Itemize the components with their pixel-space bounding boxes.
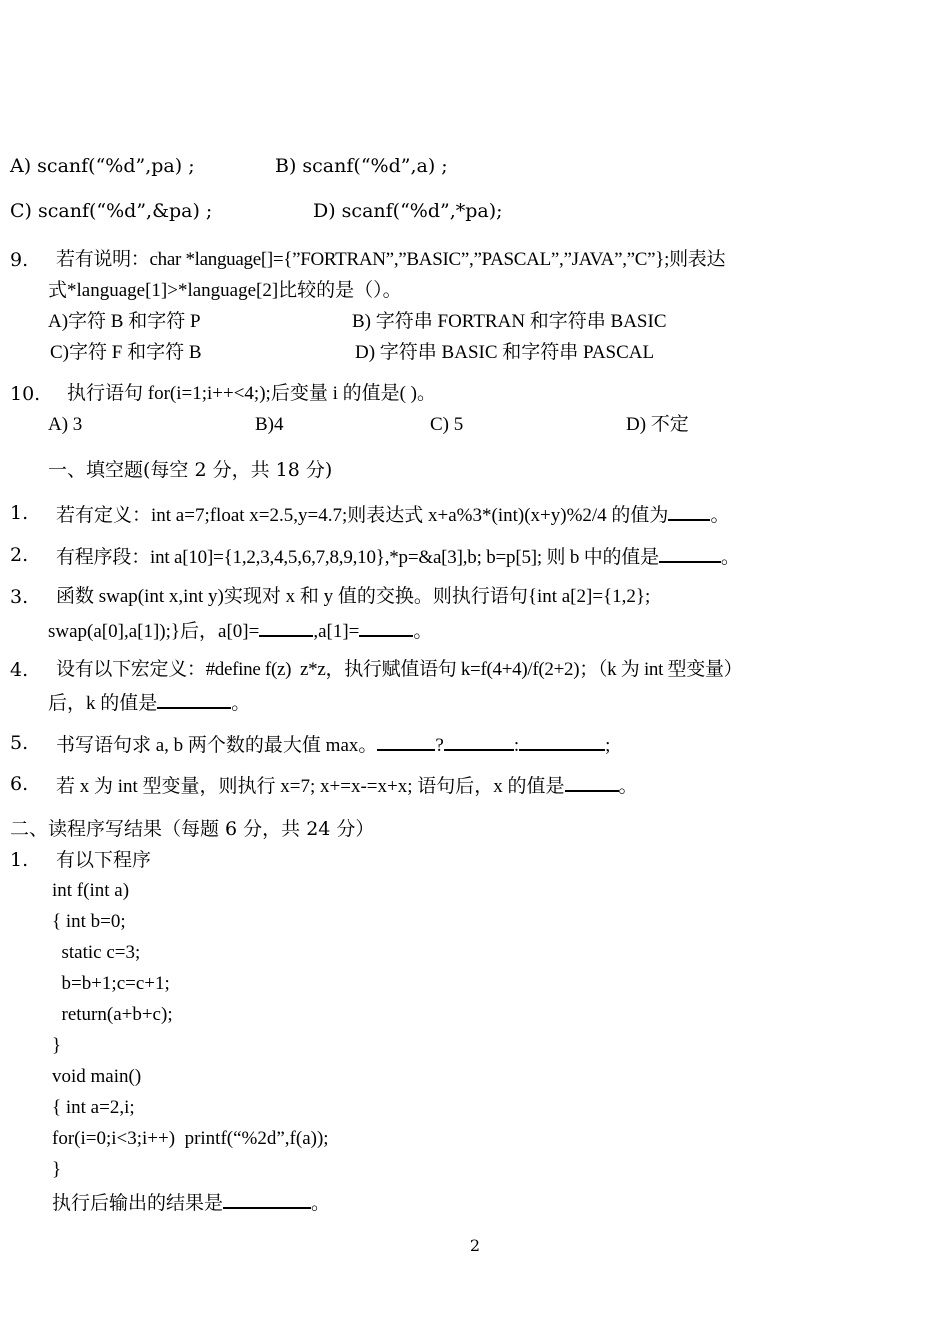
answer-blank [668, 501, 710, 521]
section2-title: 二、读程序写结果（每题 6 分，共 24 分） [10, 818, 375, 840]
answer-blank [157, 689, 231, 709]
code-line: b=b+1;c=c+1; [52, 973, 170, 994]
answer-blank [519, 731, 605, 751]
code-line: void main() [52, 1066, 142, 1087]
q9-option-d: D) 字符串 BASIC 和字符串 PASCAL [355, 342, 655, 363]
q8-option-d: D) scanf(“%d”,*pa); [313, 200, 503, 222]
q9-text-line2: 式*language[1]>*language[2]比较的是（）。 [48, 280, 402, 301]
s1-q4-text-line2: 后，k 的值是 。 [48, 689, 250, 716]
code-line: return(a+b+c); [52, 1004, 173, 1025]
q10-option-c: C) 5 [430, 414, 464, 435]
code-line: int f(int a) [52, 880, 130, 901]
code-line: } [52, 1035, 62, 1056]
answer-blank [444, 731, 514, 751]
code-line: static c=3; [52, 942, 141, 963]
s2-q1-result: 执行后输出的结果是 。 [52, 1189, 330, 1215]
s2-q1-number: 1. [10, 849, 29, 871]
q9-number: 9. [10, 249, 29, 271]
s1-q3-text-line2: swap(a[0],a[1]);}后，a[0]= ,a[1]= 。 [48, 617, 432, 644]
s1-q5-number: 5. [10, 732, 29, 754]
code-line: } [52, 1159, 62, 1180]
s1-q2-number: 2. [10, 544, 29, 566]
q10-text: 执行语句 for(i=1;i++<4;);后变量 i 的值是( )。 [67, 383, 436, 404]
s1-q4-text-line1: 设有以下宏定义：#define f(z) z*z，执行赋值语句 k=f(4+4)/f(2+2)；（k 为 int 型变量） [56, 659, 743, 680]
code-line: { int b=0; [52, 911, 126, 932]
section1-title: 一、填空题(每空 2 分，共 18 分) [48, 459, 333, 481]
answer-blank [359, 617, 413, 637]
q9-option-a: A)字符 B 和字符 P [48, 311, 201, 332]
s1-q4-number: 4. [10, 659, 29, 681]
q9-text-line1: 若有说明：char *language[]={”FORTRAN”,”BASIC”,”PASCAL”,”JAVA”,”C”};则表达 [56, 249, 726, 270]
s1-q6-number: 6. [10, 773, 29, 795]
s1-q6-text: 若 x 为 int 型变量，则执行 x=7; x+=x-=x+x; 语句后，x 的值是 。 [56, 772, 638, 799]
s1-q2-text: 有程序段：int a[10]={1,2,3,4,5,6,7,8,9,10},*p=&a[3],b; b=p[5]; 则 b 中的值是 。 [56, 543, 740, 570]
q10-option-a: A) 3 [48, 414, 83, 435]
code-line: for(i=0;i<3;i++) printf(“%2d”,f(a)); [52, 1128, 329, 1149]
answer-blank [377, 731, 435, 751]
q10-option-b: B)4 [255, 414, 284, 435]
answer-blank [223, 1189, 311, 1209]
s1-q5-text: 书写语句求 a, b 两个数的最大值 max。 ? : ; [56, 731, 610, 758]
answer-blank [565, 772, 619, 792]
s1-q1-text: 若有定义：int a=7;float x=2.5,y=4.7;则表达式 x+a%3*(int)(x+y)%2/4 的值为 。 [56, 501, 729, 528]
q9-option-b: B) 字符串 FORTRAN 和字符串 BASIC [352, 311, 667, 332]
answer-blank [259, 617, 313, 637]
s1-q1-number: 1. [10, 502, 29, 524]
s2-q1-intro: 有以下程序 [56, 849, 152, 871]
s1-q3-number: 3. [10, 586, 29, 608]
code-line: { int a=2,i; [52, 1097, 135, 1118]
q8-option-b: B) scanf(“%d”,a) ; [275, 155, 448, 177]
q9-option-c: C)字符 F 和字符 B [50, 342, 202, 363]
q10-option-d: D) 不定 [626, 414, 689, 435]
q8-option-a: A) scanf(“%d”,pa) ; [10, 155, 195, 177]
page-number: 2 [469, 1236, 481, 1255]
q10-number: 10. [10, 383, 41, 405]
answer-blank [659, 543, 721, 563]
q8-option-c: C) scanf(“%d”,&pa) ; [10, 200, 213, 222]
s1-q3-text-line1: 函数 swap(int x,int y)实现对 x 和 y 值的交换。则执行语句{int a[2]={1,2}; [56, 586, 651, 607]
